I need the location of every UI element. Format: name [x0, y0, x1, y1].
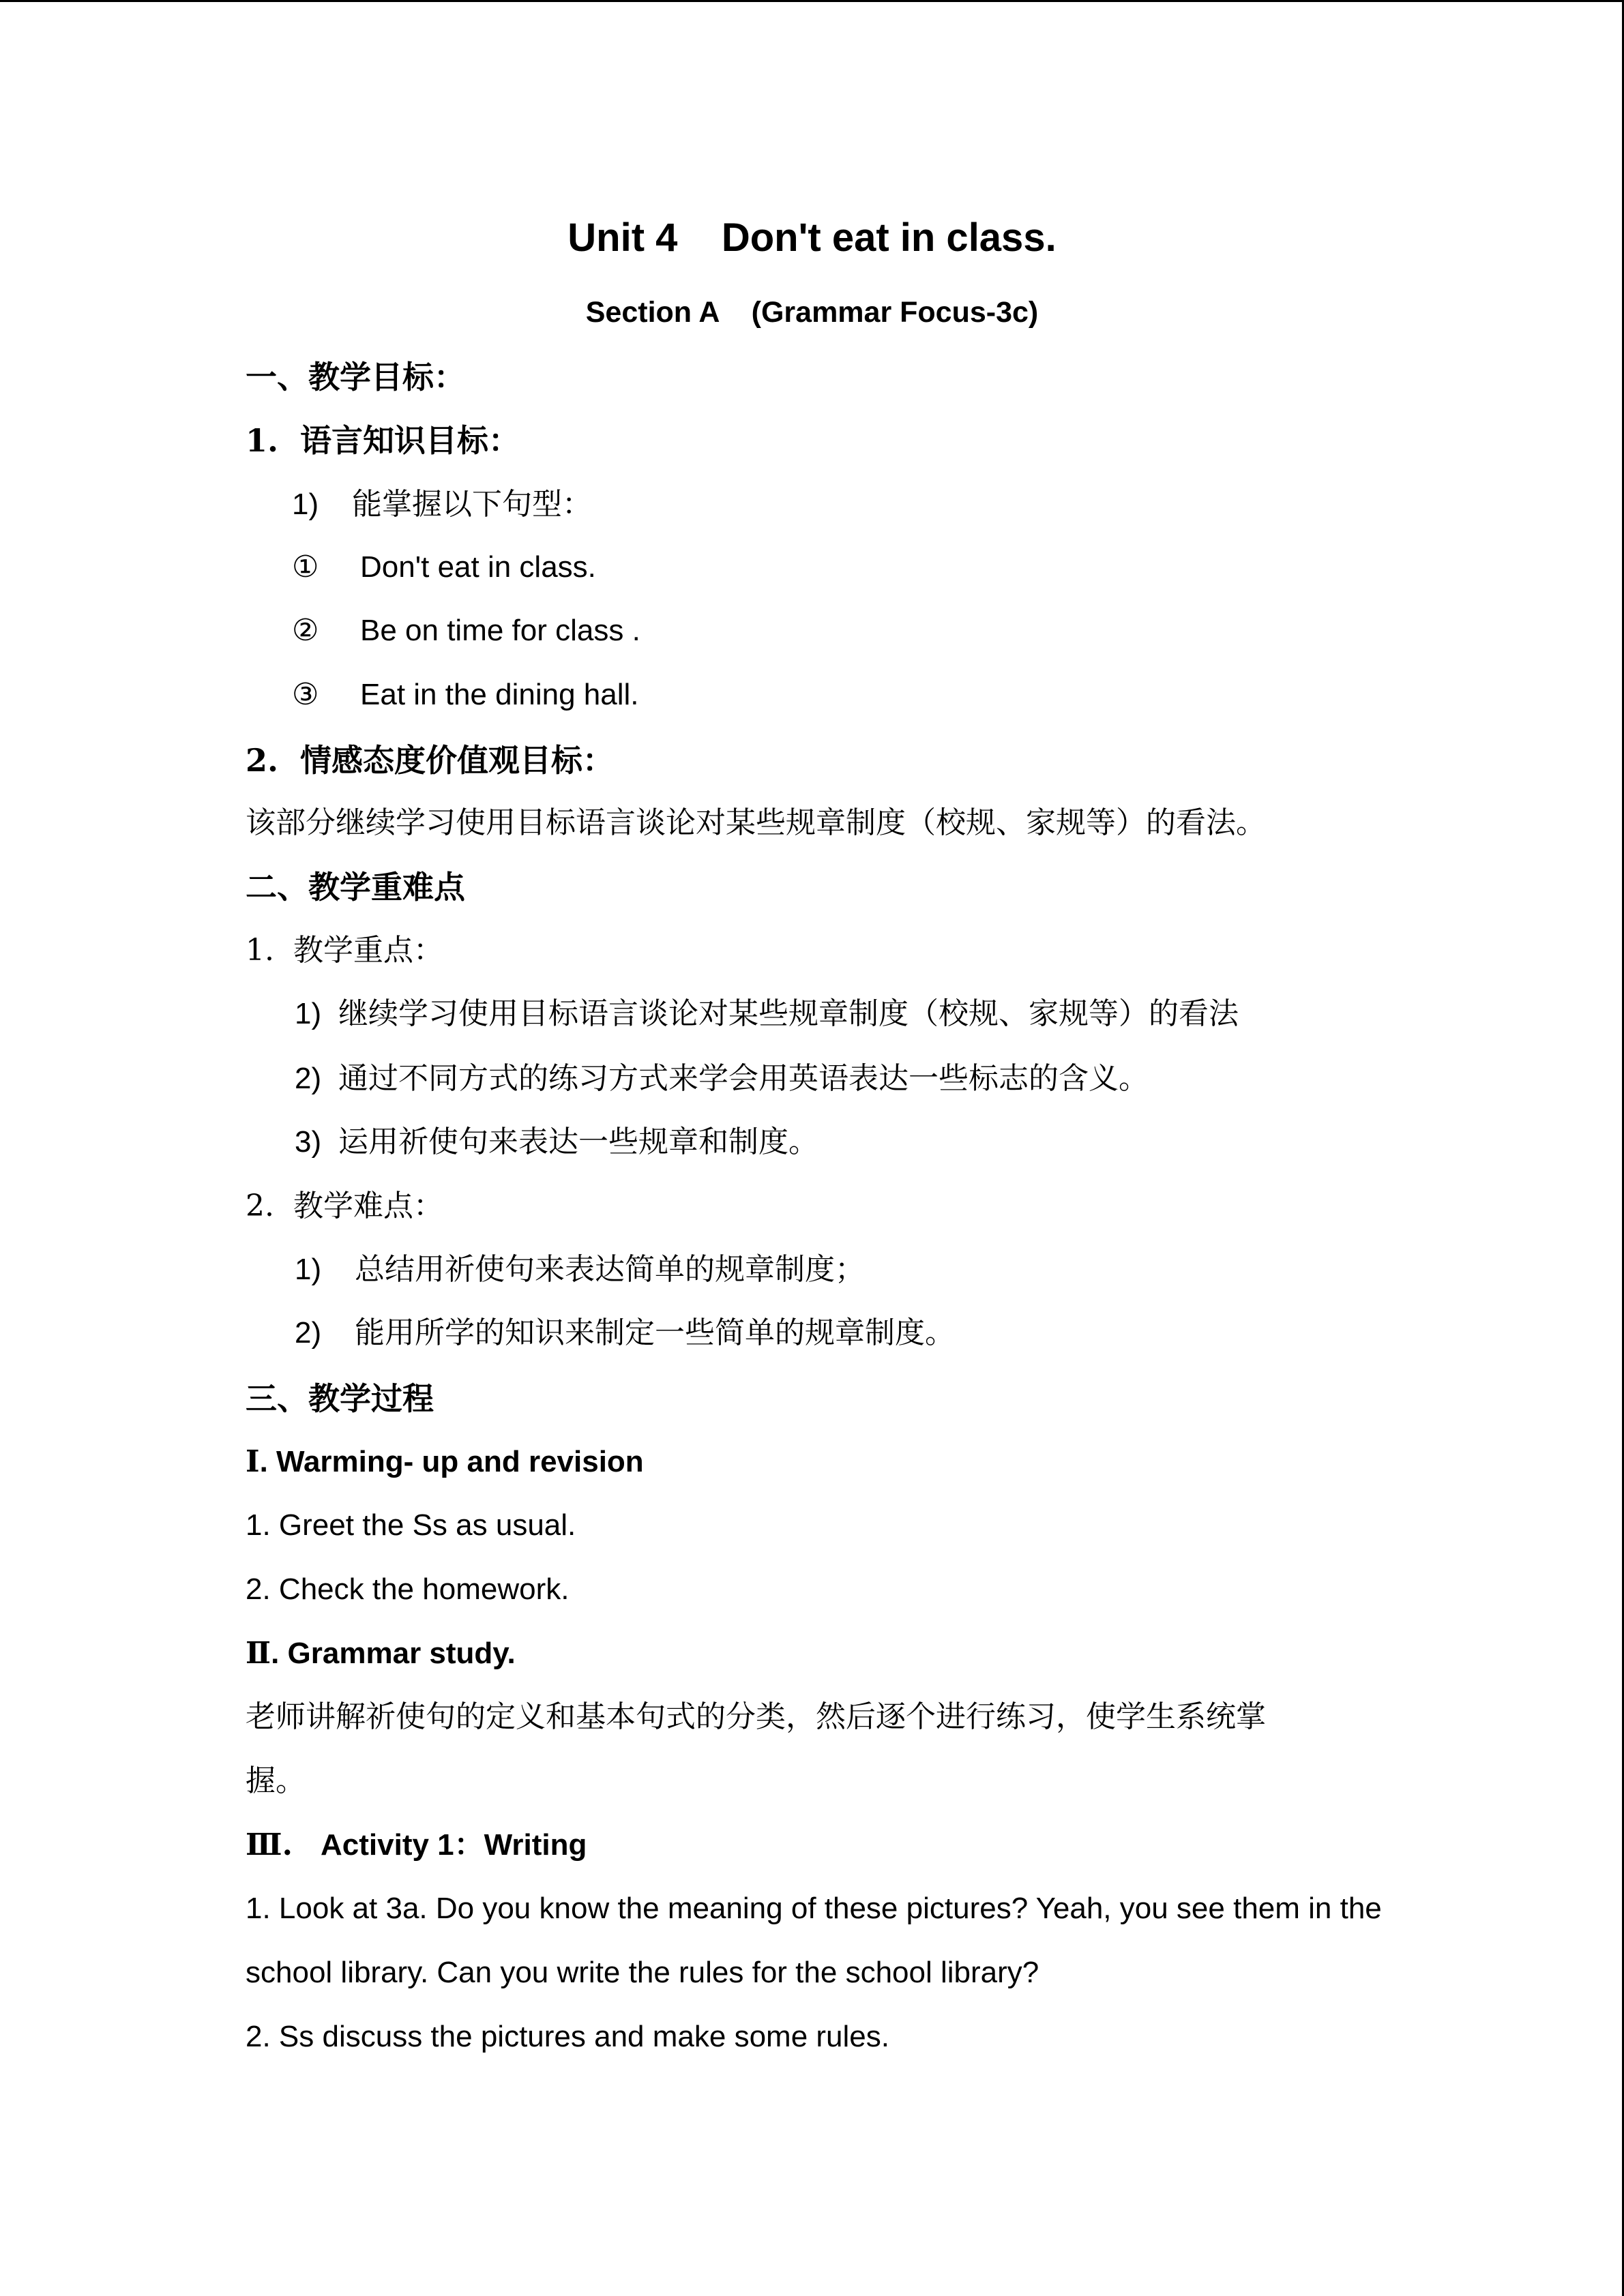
sentence-item: [292, 613, 640, 648]
list-text: 运用祈使句来表达一些规章和制度。: [338, 1124, 818, 1159]
paragraph: 握。: [246, 1763, 306, 1798]
step-heading: [246, 1636, 516, 1671]
step-line: 1. Look at 3a. Do you know the meaning of these pictures? Yeah, you see them in the: [246, 1892, 1382, 1925]
step-line: school library. Can you write the rules for the school library?: [246, 1956, 1039, 1989]
roman-numeral: Ⅰ: [246, 1444, 260, 1479]
step-title: . Grammar study.: [271, 1637, 516, 1670]
sentence-text: Don't eat in class.: [360, 550, 596, 584]
list-item: [295, 996, 1239, 1031]
step-line: 2. Ss discuss the pictures and make some rules.: [246, 2020, 889, 2053]
sentence-item: [292, 552, 596, 582]
page-top-border: [0, 0, 1624, 2]
key-points-heading: 1. 教学重点：: [246, 933, 443, 968]
step-heading: [246, 1444, 644, 1479]
list-marker: 1): [295, 1253, 322, 1286]
step-title: . Warming- up and revision: [259, 1445, 644, 1478]
list-item: [295, 1315, 955, 1350]
list-text: 总结用祈使句来表达简单的规章制度；: [355, 1252, 865, 1287]
step-heading: [246, 1830, 587, 1860]
step-line: 2. Check the homework.: [246, 1572, 570, 1606]
list-text: 继续学习使用目标语言谈论对某些规章制度（校规、家规等）的看法: [338, 996, 1239, 1031]
circled-number-2: ②: [292, 613, 319, 648]
step-line: 1. Greet the Ss as usual.: [246, 1508, 576, 1542]
list-marker: 1): [295, 997, 322, 1030]
sentence-text: Be on time for class .: [360, 614, 640, 647]
list-marker: 3): [295, 1125, 322, 1159]
roman-numeral: Ⅲ.: [246, 1828, 293, 1862]
list-item: [295, 1124, 818, 1159]
document-title: Unit 4 Don't eat in class.: [567, 215, 1057, 260]
objective-emotional-values: 2. 情感态度价值观目标：: [246, 742, 615, 779]
roman-numeral: Ⅱ: [246, 1636, 271, 1671]
list-text: 通过不同方式的练习方式来学会用英语表达一些标志的含义。: [338, 1061, 1149, 1096]
list-item: [295, 1061, 1149, 1096]
list-marker: 2): [295, 1316, 322, 1350]
circled-number-1: ①: [292, 550, 319, 584]
difficult-points-heading: 2. 教学难点：: [246, 1189, 443, 1223]
list-item: [295, 1252, 865, 1287]
list-marker: 2): [295, 1062, 322, 1095]
paragraph: 老师讲解祈使句的定义和基本句式的分类，然后逐个进行练习，使学生系统掌: [246, 1699, 1266, 1734]
sentence-item: [292, 677, 639, 712]
objective-language-knowledge: 1. 语言知识目标：: [246, 422, 520, 459]
list-item: [292, 487, 592, 522]
section-heading-process: 三、教学过程: [246, 1380, 434, 1417]
section-heading-objectives: 一、教学目标：: [246, 359, 465, 396]
paragraph: 该部分继续学习使用目标语言谈论对某些规章制度（校规、家规等）的看法。: [246, 805, 1266, 840]
document-subtitle: Section A (Grammar Focus-3c): [585, 296, 1039, 329]
circled-number-3: ③: [292, 677, 319, 712]
list-text: 能掌握以下句型：: [352, 487, 592, 522]
section-heading-key-points: 二、教学重难点: [246, 869, 465, 906]
list-text: 能用所学的知识来制定一些简单的规章制度。: [355, 1315, 955, 1350]
list-marker: 1): [292, 488, 319, 521]
step-title: Activity 1：Writing: [321, 1828, 587, 1862]
sentence-text: Eat in the dining hall.: [360, 678, 639, 711]
